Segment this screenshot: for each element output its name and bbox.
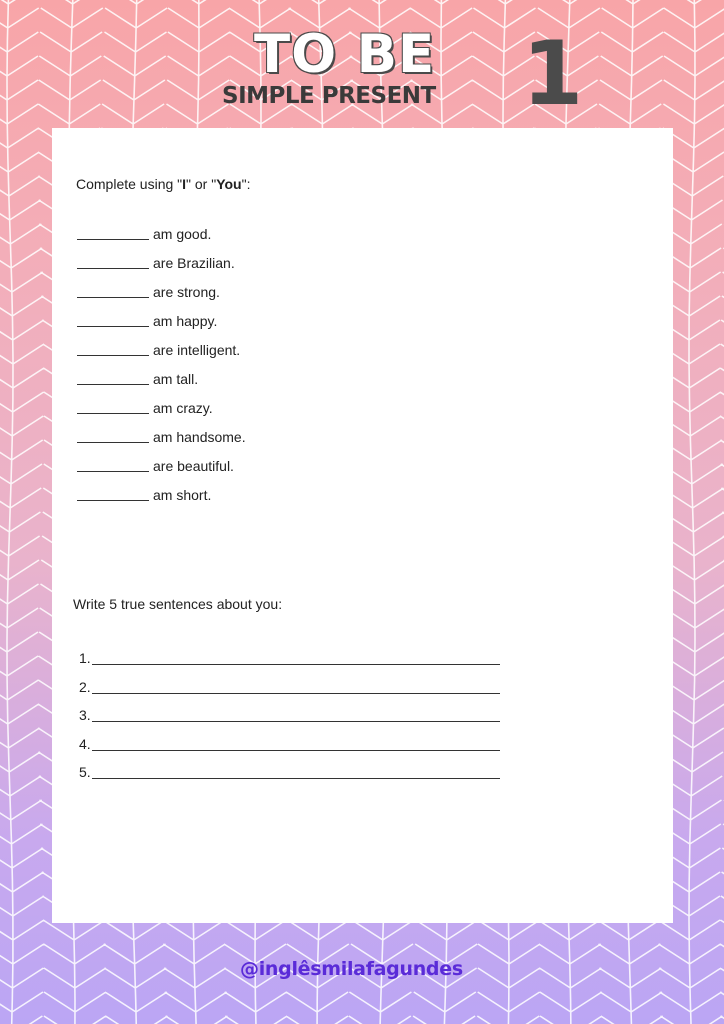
sentence-line[interactable]: [92, 650, 500, 665]
answer-blank[interactable]: [77, 458, 149, 472]
instruction-suffix: ":: [241, 176, 251, 192]
list-item: [77, 371, 246, 400]
option-you: You: [216, 176, 242, 192]
option-i: I: [182, 176, 187, 192]
item-text: am tall.: [153, 371, 199, 387]
item-text: are strong.: [153, 284, 220, 300]
item-number: 3.: [79, 707, 91, 723]
item-text: am crazy.: [153, 400, 213, 416]
fill-in-list: [77, 226, 246, 516]
list-item: [79, 679, 500, 708]
answer-blank[interactable]: [77, 226, 149, 240]
list-item: [77, 429, 246, 458]
page-subtitle: SIMPLE PRESENT: [222, 83, 436, 109]
answer-blank[interactable]: [77, 487, 149, 501]
list-item: [77, 400, 246, 429]
answer-blank[interactable]: [77, 313, 149, 327]
item-text: am handsome.: [153, 429, 246, 445]
answer-blank[interactable]: [77, 284, 149, 298]
answer-blank[interactable]: [77, 400, 149, 414]
item-number: 4.: [79, 735, 91, 752]
list-item: [77, 226, 246, 255]
item-number: 1.: [79, 650, 91, 666]
instruction-prefix: Complete using ": [76, 176, 183, 192]
sentence-list: [79, 650, 500, 793]
sentence-line[interactable]: [92, 764, 500, 779]
item-text: am good.: [153, 226, 212, 242]
sentence-line[interactable]: [92, 707, 500, 722]
item-text: am happy.: [153, 313, 218, 329]
page-title: TO BE: [254, 24, 436, 85]
answer-blank[interactable]: [77, 371, 149, 385]
item-number: 2.: [79, 678, 91, 695]
list-item: [77, 284, 246, 313]
item-text: are Brazilian.: [153, 255, 235, 271]
exercise-1-instruction: [76, 176, 250, 192]
sentence-line[interactable]: [92, 679, 500, 694]
list-item: [77, 313, 246, 342]
list-item: [77, 255, 246, 284]
answer-blank[interactable]: [77, 429, 149, 443]
list-item: [79, 736, 500, 765]
header: [0, 0, 724, 125]
list-item: [77, 487, 246, 516]
instruction-mid: " or ": [186, 176, 217, 192]
item-text: are beautiful.: [153, 458, 234, 474]
sentence-line[interactable]: [92, 736, 500, 751]
answer-blank[interactable]: [77, 255, 149, 269]
list-item: [77, 458, 246, 487]
answer-blank[interactable]: [77, 342, 149, 356]
exercise-2-instruction: Write 5 true sentences about you:: [73, 596, 283, 612]
item-text: am short.: [153, 487, 212, 503]
worksheet-number: 1: [522, 22, 584, 125]
worksheet-sheet: [52, 128, 673, 923]
item-number: 5.: [79, 764, 91, 780]
list-item: [79, 764, 500, 793]
list-item: [77, 342, 246, 371]
list-item: [79, 707, 500, 736]
item-text: are intelligent.: [153, 342, 241, 358]
list-item: [79, 650, 500, 679]
author-handle: @inglêsmilafagundes: [240, 958, 463, 980]
